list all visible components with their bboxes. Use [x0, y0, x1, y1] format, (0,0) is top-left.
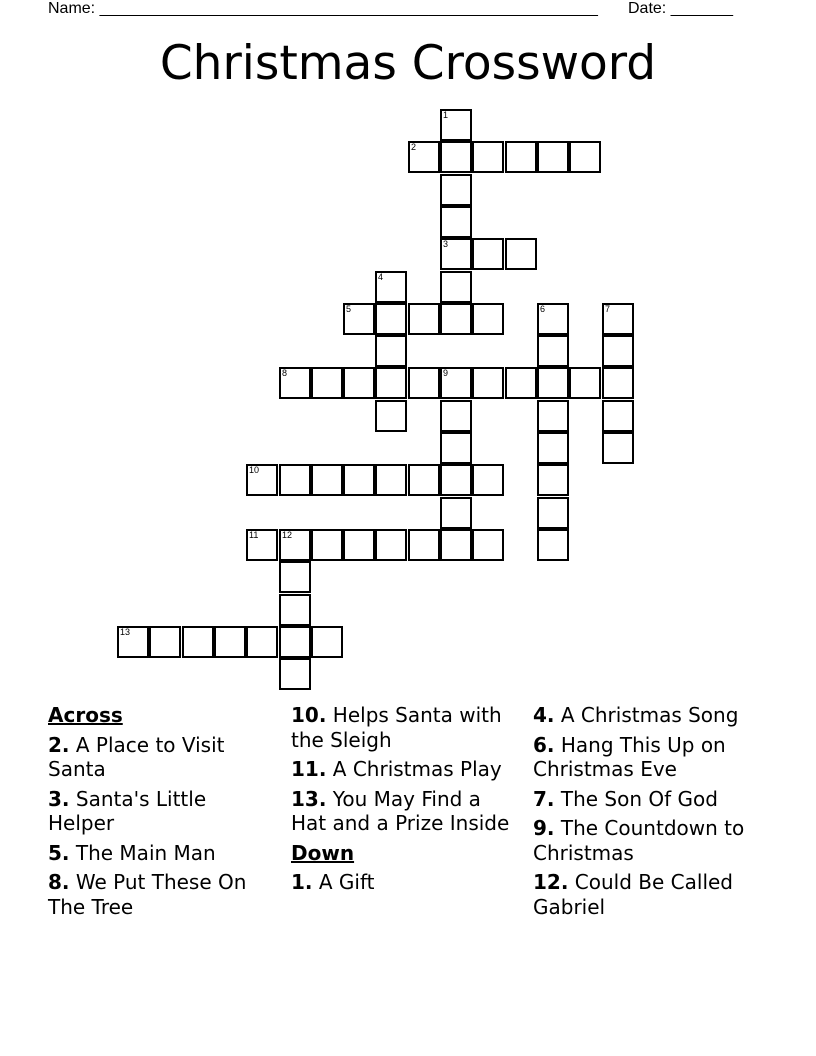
grid-cell[interactable] [440, 367, 472, 399]
grid-cell[interactable] [472, 464, 504, 496]
cell-number: 9 [443, 368, 449, 378]
grid-cell[interactable] [472, 303, 504, 335]
grid-cell[interactable] [440, 174, 472, 206]
page-title: Christmas Crossword [159, 36, 657, 91]
grid-cell[interactable] [408, 303, 440, 335]
clue-down-9: 9. The Countdown to Christmas [533, 816, 745, 865]
grid-cell[interactable] [440, 238, 472, 270]
name-field: Name: ________________________________________________________ [48, 0, 598, 17]
grid-cell[interactable] [279, 561, 311, 593]
grid-cell[interactable] [440, 464, 472, 496]
grid-cell[interactable] [375, 303, 407, 335]
grid-cell[interactable] [602, 400, 634, 432]
clue-down-1: 1. A Gift [291, 870, 375, 894]
down-heading: Down [291, 840, 355, 865]
cell-number: 13 [120, 627, 131, 637]
grid-cell[interactable] [375, 464, 407, 496]
grid-cell[interactable] [440, 303, 472, 335]
grid-cell[interactable] [440, 271, 472, 303]
grid-cell[interactable] [472, 238, 504, 270]
cell-number: 7 [605, 304, 611, 314]
grid-cell[interactable] [537, 303, 569, 335]
grid-cell[interactable] [375, 335, 407, 367]
clue-down-7: 7. The Son Of God [533, 786, 718, 811]
grid-cell[interactable] [537, 432, 569, 464]
cell-number: 4 [378, 272, 384, 282]
grid-cell[interactable] [472, 529, 504, 561]
grid-cell[interactable] [408, 141, 440, 173]
cell-number: 5 [346, 304, 352, 314]
grid-cell[interactable] [408, 464, 440, 496]
clue-column-3 [533, 703, 761, 924]
grid-cell[interactable] [440, 400, 472, 432]
clue-down-4: 4. A Christmas Song [533, 703, 739, 727]
grid-cell[interactable] [537, 464, 569, 496]
grid-cell[interactable] [537, 335, 569, 367]
grid-cell[interactable] [279, 626, 311, 658]
grid-cell[interactable] [214, 626, 246, 658]
grid-cell[interactable] [602, 367, 634, 399]
grid-cell[interactable] [505, 141, 537, 173]
clue-down-6: 6. Hang This Up on Christmas Eve [533, 732, 726, 781]
grid-cell[interactable] [311, 529, 343, 561]
grid-cell[interactable] [440, 497, 472, 529]
cell-number: 3 [443, 239, 449, 249]
cell-number: 10 [249, 465, 260, 475]
cell-number: 8 [282, 368, 288, 378]
grid-cell[interactable] [246, 626, 278, 658]
grid-cell[interactable] [472, 367, 504, 399]
clue-down-12: 12. Could Be Called Gabriel [533, 870, 733, 919]
clue-across-2: 2. A Place to Visit Santa [48, 732, 225, 781]
cell-number: 1 [443, 110, 449, 120]
grid-cell[interactable] [408, 529, 440, 561]
grid-cell[interactable] [279, 367, 311, 399]
grid-cell[interactable] [537, 400, 569, 432]
grid-cell[interactable] [246, 464, 278, 496]
grid-cell[interactable] [537, 141, 569, 173]
grid-cell[interactable] [311, 626, 343, 658]
grid-cell[interactable] [440, 206, 472, 238]
grid-cell[interactable] [343, 367, 375, 399]
grid-cell[interactable] [375, 271, 407, 303]
grid-cell[interactable] [505, 367, 537, 399]
cell-number: 11 [249, 530, 259, 540]
grid-cell[interactable] [311, 367, 343, 399]
clue-across-8: 8. We Put These On The Tree [48, 870, 247, 919]
grid-cell[interactable] [602, 432, 634, 464]
grid-cell[interactable] [440, 432, 472, 464]
grid-cell[interactable] [505, 238, 537, 270]
grid-cell[interactable] [537, 529, 569, 561]
grid-cell[interactable] [569, 141, 601, 173]
grid-cell[interactable] [311, 464, 343, 496]
grid-cell[interactable] [279, 464, 311, 496]
grid-cell[interactable] [602, 335, 634, 367]
date-field: Date: _______ [628, 0, 733, 17]
grid-cell[interactable] [569, 367, 601, 399]
clue-across-5: 5. The Main Man [48, 840, 216, 865]
clue-column-1 [48, 703, 276, 924]
grid-cell[interactable] [279, 529, 311, 561]
grid-cell[interactable] [440, 529, 472, 561]
across-heading: Across [48, 703, 123, 727]
grid-cell[interactable] [343, 464, 375, 496]
grid-cell[interactable] [537, 367, 569, 399]
grid-cell[interactable] [440, 141, 472, 173]
grid-cell[interactable] [472, 141, 504, 173]
grid-cell[interactable] [343, 529, 375, 561]
cell-number: 12 [282, 530, 293, 540]
clue-across-13: 13. You May Find a Hat and a Prize Inside [291, 786, 510, 835]
clue-across-11: 11. A Christmas Play [291, 757, 502, 781]
grid-cell[interactable] [375, 400, 407, 432]
grid-cell[interactable] [246, 529, 278, 561]
grid-cell[interactable] [182, 626, 214, 658]
grid-cell[interactable] [279, 658, 311, 690]
grid-cell[interactable] [375, 367, 407, 399]
grid-cell[interactable] [375, 529, 407, 561]
clue-across-10: 10. Helps Santa with the Sleigh [291, 703, 502, 752]
grid-cell[interactable] [149, 626, 181, 658]
grid-cell[interactable] [117, 626, 149, 658]
grid-cell[interactable] [343, 303, 375, 335]
cell-number: 6 [540, 304, 546, 314]
grid-cell[interactable] [440, 109, 472, 141]
grid-cell[interactable] [602, 303, 634, 335]
clue-column-2 [291, 703, 519, 900]
grid-cell[interactable] [279, 594, 311, 626]
clue-across-3: 3. Santa's Little Helper [48, 786, 207, 835]
grid-cell[interactable] [537, 497, 569, 529]
grid-cell[interactable] [408, 367, 440, 399]
cell-number: 2 [411, 142, 417, 152]
